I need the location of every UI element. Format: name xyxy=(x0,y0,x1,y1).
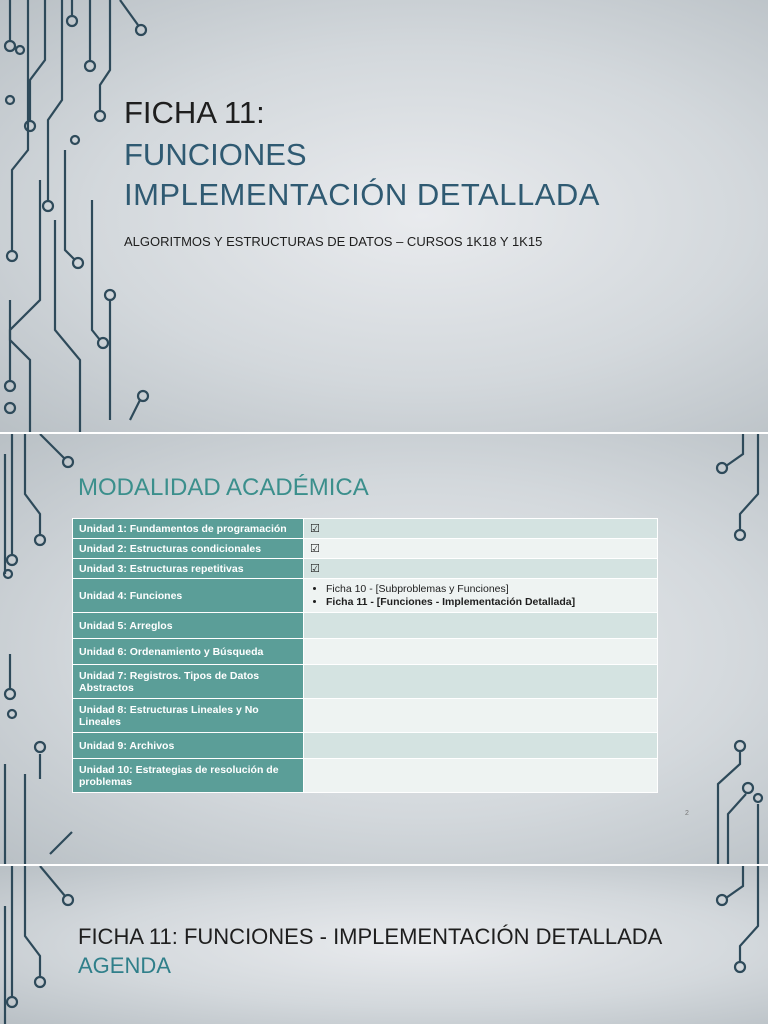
table-row xyxy=(73,733,658,759)
circuit-decoration-left-icon xyxy=(0,866,80,1024)
list-item: • Ficha 10 - [Subproblemas y Funciones] xyxy=(326,583,651,595)
slide-title: FICHA 11: FUNCIONES - IMPLEMENTACIÓN DETALLADA xyxy=(78,924,663,949)
ficha-list xyxy=(310,583,651,608)
check-icon: ☑ xyxy=(310,523,320,535)
unit-name: Unidad 4: Funciones xyxy=(73,579,304,613)
title-slide xyxy=(0,0,768,432)
modalidad-slide xyxy=(0,434,768,864)
unit-name: Unidad 8: Estructuras Lineales y No Lineales xyxy=(73,699,304,733)
slide-title-line3: IMPLEMENTACIÓN DETALLADA xyxy=(124,177,600,212)
unit-name: Unidad 5: Arreglos xyxy=(73,613,304,639)
slide-title-line1: FICHA 11: xyxy=(124,95,265,130)
unit-name: Unidad 7: Registros. Tipos de Datos Abstractos xyxy=(73,665,304,699)
slide-subtitle: ALGORITMOS Y ESTRUCTURAS DE DATOS – CURSOS 1K18 Y 1K15 xyxy=(124,234,543,249)
circuit-decoration-right-icon xyxy=(688,866,768,1024)
table-row xyxy=(73,559,658,579)
table-row xyxy=(73,539,658,559)
circuit-decoration-right-icon xyxy=(688,434,768,864)
table-row xyxy=(73,759,658,793)
units-table xyxy=(72,518,658,793)
table-row xyxy=(73,699,658,733)
unit-name: Unidad 3: Estructuras repetitivas xyxy=(73,559,304,579)
unit-name: Unidad 9: Archivos xyxy=(73,733,304,759)
table-row xyxy=(73,613,658,639)
table-row xyxy=(73,639,658,665)
list-item: • Ficha 11 - [Funciones - Implementación Detallada] xyxy=(326,596,651,608)
unit-name: Unidad 2: Estructuras condicionales xyxy=(73,539,304,559)
circuit-decoration-icon xyxy=(0,0,150,432)
circuit-decoration-left-icon xyxy=(0,434,80,864)
slide-title: MODALIDAD ACADÉMICA xyxy=(78,474,369,501)
unit-name: Unidad 6: Ordenamiento y Búsqueda xyxy=(73,639,304,665)
table-row xyxy=(73,579,658,613)
agenda-slide xyxy=(0,866,768,1024)
unit-name: Unidad 10: Estrategias de resolución de problemas xyxy=(73,759,304,793)
table-row xyxy=(73,519,658,539)
unit-name: Unidad 1: Fundamentos de programación xyxy=(73,519,304,539)
check-icon: ☑ xyxy=(310,543,320,555)
page-number: 2 xyxy=(685,810,689,817)
check-icon: ☑ xyxy=(310,563,320,575)
slide-subtitle: AGENDA xyxy=(78,953,171,978)
table-row xyxy=(73,665,658,699)
slide-title-line2: FUNCIONES xyxy=(124,137,307,172)
